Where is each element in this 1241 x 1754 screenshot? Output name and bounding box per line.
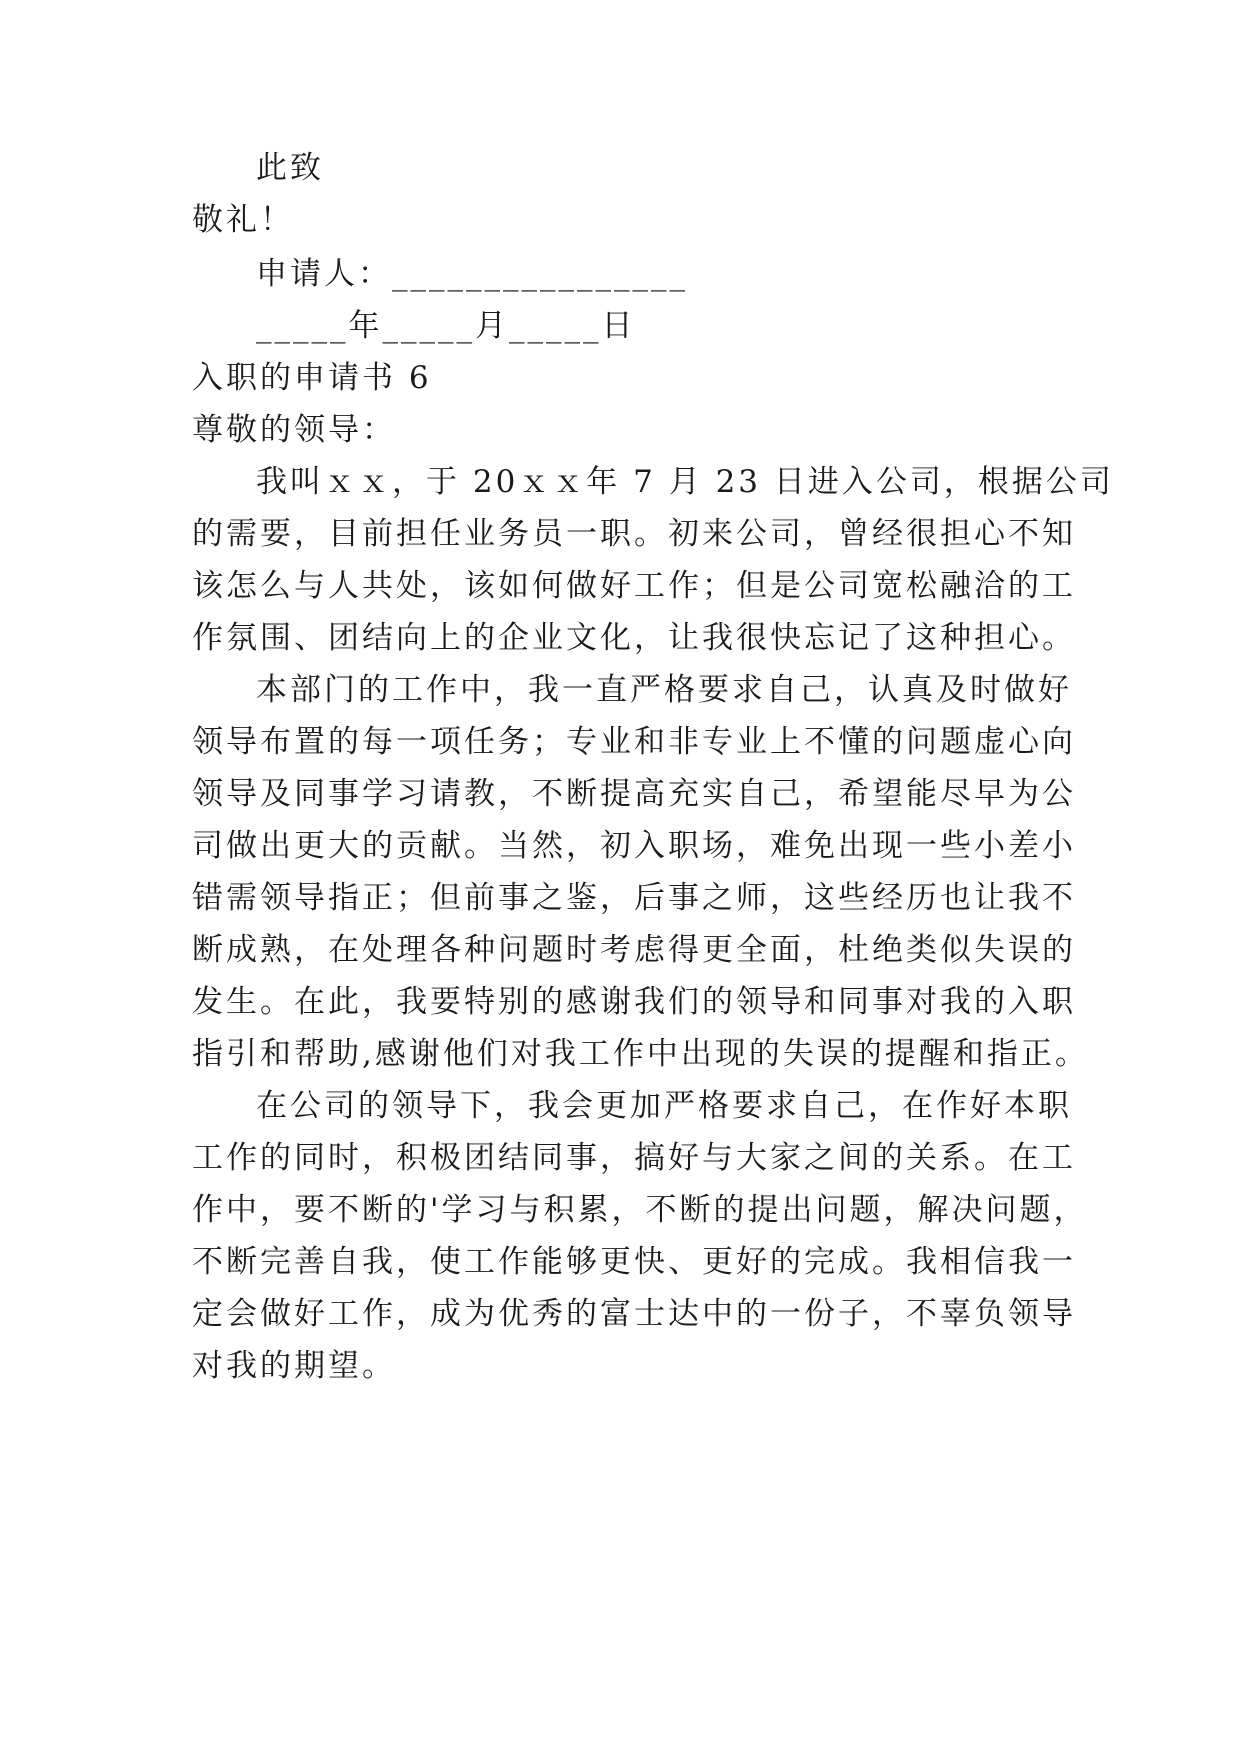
body-line: 该怎么与人共处，该如何做好工作；但是公司宽松融洽的工	[192, 568, 1076, 604]
closing-salutation: 此致	[256, 150, 324, 186]
date-line: _____年_____月_____日	[256, 308, 636, 344]
letter-greeting: 尊敬的领导：	[192, 412, 396, 448]
body-line: 领导布置的每一项任务；专业和非专业上不懂的问题虚心向	[192, 724, 1076, 760]
body-line: 作氛围、团结向上的企业文化，让我很快忘记了这种担心。	[192, 620, 1076, 656]
body-line: 断成熟，在处理各种问题时考虑得更全面，杜绝类似失误的	[192, 932, 1076, 968]
body-line: 发生。在此，我要特别的感谢我们的领导和同事对我的入职	[192, 984, 1076, 1020]
body-line: 定会做好工作，成为优秀的富士达中的一份子，不辜负领导	[192, 1296, 1076, 1332]
body-line: 司做出更大的贡献。当然，初入职场，难免出现一些小差小	[192, 828, 1076, 864]
applicant-signature-line: 申请人：________________	[256, 256, 688, 292]
body-line: 的需要，目前担任业务员一职。初来公司，曾经很担心不知	[192, 516, 1076, 552]
section-title: 入职的申请书 6	[192, 360, 432, 396]
body-line: 我叫ｘｘ，于 20ｘｘ年 7 月 23 日进入公司，根据公司	[256, 464, 1114, 500]
body-line: 工作的同时，积极团结同事，搞好与大家之间的关系。在工	[192, 1140, 1076, 1176]
body-line: 本部门的工作中，我一直严格要求自己，认真及时做好	[256, 672, 1072, 708]
body-line: 对我的期望。	[192, 1348, 396, 1384]
body-line: 不断完善自我，使工作能够更快、更好的完成。我相信我一	[192, 1244, 1076, 1280]
body-line: 错需领导指正；但前事之鉴，后事之师，这些经历也让我不	[192, 880, 1076, 916]
body-line: 作中，要不断的'学习与积累，不断的提出问题，解决问题，	[192, 1192, 1088, 1228]
body-line: 在公司的领导下，我会更加严格要求自己，在作好本职	[256, 1088, 1072, 1124]
closing-respect: 敬礼！	[192, 202, 294, 238]
body-line: 指引和帮助,感谢他们对我工作中出现的失误的提醒和指正。	[192, 1036, 1089, 1072]
body-line: 领导及同事学习请教，不断提高充实自己，希望能尽早为公	[192, 776, 1076, 812]
